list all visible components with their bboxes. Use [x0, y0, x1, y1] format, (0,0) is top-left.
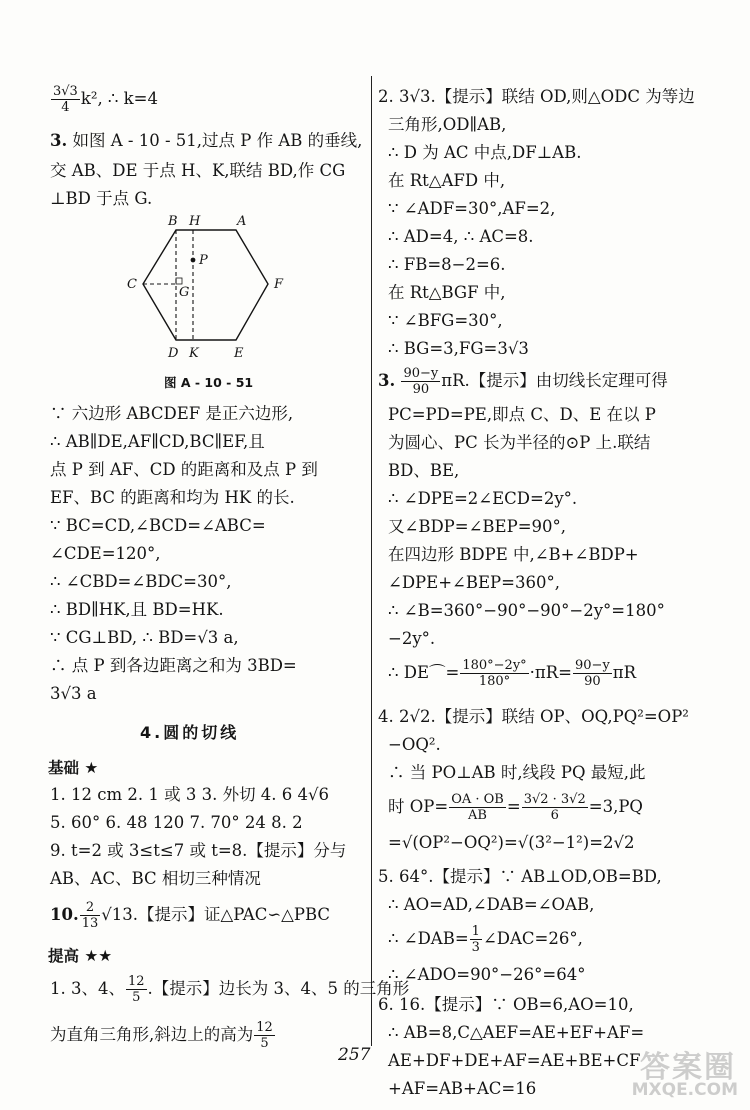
watermark-text: 答案圈: [640, 1050, 736, 1085]
answer-line: $\frac{3√3}{4}$ k², ∴ k=4: [53, 84, 158, 115]
text-line: =√(OP²−OQ²)=√(3²−1²)=2√2: [388, 833, 635, 852]
text-line: AE+DF+DE+AF=AE+BE+CF: [388, 1051, 641, 1070]
text-line: ∴ AB∥DE,AF∥CD,BC∥EF,且: [50, 432, 265, 451]
text-line: −2y°.: [388, 629, 436, 648]
column-divider: [371, 76, 372, 1046]
answer-line: 5. 64°.【提示】∵ AB⊥OD,OB=BD,: [378, 867, 662, 886]
text-line: ∵ ∠ADF=30°,AF=2,: [388, 199, 556, 218]
hexagon-figure: [116, 212, 316, 372]
text-line: ⊥BD 于点 G.: [50, 189, 153, 208]
text-line: ∴ AD=4, ∴ AC=8.: [388, 227, 534, 246]
basic-label: 基础 ★: [48, 759, 99, 777]
text-line: ∴ ∠B=360°−90°−90°−2y°=180°: [388, 601, 665, 620]
text-line: ∴ 点 P 到各边距离之和为 3BD=: [50, 656, 297, 675]
text-line: +AF=AB+AC=16: [388, 1079, 537, 1098]
label-G: G: [179, 285, 190, 300]
arc-formula-line: ∴ DE⌒= $\frac{180^\circ-2y^\circ}{180^\circ}$ ·πR= $\frac{90-y}{90}$ πR: [388, 658, 637, 689]
answer-line: 为直角三角形,斜边上的高为 $\frac{12}{5}$: [50, 1020, 273, 1051]
text-line: 在 Rt△BGF 中,: [388, 283, 506, 302]
answer-line: AB、AC、BC 相切三种情况: [50, 869, 261, 888]
answer-line: 9. t=2 或 3≤t≤7 或 t=8.【提示】分与: [50, 841, 347, 860]
text-line: 点 P 到 AF、CD 的距离和及点 P 到: [50, 460, 318, 479]
answer-line: 5. 60° 6. 48 120 7. 70° 24 8. 2: [50, 813, 303, 832]
answer-line: 2. 3√3.【提示】联结 OD,则△ODC 为等边: [378, 87, 695, 106]
text-line: ∴ AO=AD,∠DAB=∠OAB,: [388, 895, 595, 914]
label-H: H: [189, 214, 201, 229]
formula-line: 时 OP= $\frac{OA \cdot OB}{AB}$ = $\frac{3√2 \cdot 3√2}{6}$ =3,PQ: [388, 792, 643, 823]
text-line: ∵ 六边形 ABCDEF 是正六边形,: [50, 404, 294, 423]
text-line: −OQ².: [388, 735, 441, 754]
text-line: ∵ BC=CD,∠BCD=∠ABC=: [50, 516, 266, 535]
figure-caption: 图 A - 10 - 51: [164, 375, 254, 390]
text-line: 在四边形 BDPE 中,∠B+∠BDP+: [388, 545, 639, 564]
text-line: 在 Rt△AFD 中,: [388, 171, 506, 190]
text-line: EF、BC 的距离和均为 HK 的长.: [50, 488, 295, 507]
page-number: 257: [338, 1045, 371, 1065]
watermark-logo: [614, 1040, 742, 1102]
text-line: 3√3 a: [50, 684, 97, 703]
text-line: ∵ ∠BFG=30°,: [388, 311, 503, 330]
text-line: 为圆心、PC 长为半径的⊙P 上.联结: [388, 433, 651, 452]
text-line: ∵ CG⊥BD, ∴ BD=√3 a,: [50, 628, 239, 647]
watermark-url: MXQE.COM: [631, 1080, 738, 1100]
text-line: BD、BE,: [388, 461, 460, 480]
answer-line: 6. 16.【提示】∵ OB=6,AO=10,: [378, 995, 634, 1014]
label-A: A: [237, 214, 247, 229]
text-line: ∴ AB=8,C△AEF=AE+EF+AF=: [388, 1023, 645, 1042]
answer-line: 10. $\frac{2}{13}$ √13.【提示】证△PAC∽△PBC: [50, 900, 331, 931]
advanced-label: 提高 ★★: [48, 947, 113, 965]
label-C: C: [127, 277, 137, 292]
section-heading: 4.圆的切线: [140, 723, 240, 742]
question-3-line: 3. 如图 A - 10 - 51,过点 P 作 AB 的垂线,: [50, 131, 363, 150]
text-line: ∴ 当 PO⊥AB 时,线段 PQ 最短,此: [388, 763, 646, 782]
text-line: PC=PD=PE,即点 C、D、E 在以 P: [388, 405, 656, 424]
text-line: ∴ ∠ADO=90°−26°=64°: [388, 965, 586, 984]
text-line: ∴ BD∥HK,且 BD=HK.: [50, 600, 224, 619]
text-line: ∠DPE+∠BEP=360°,: [388, 573, 560, 592]
text-line: ∴ ∠DPE=2∠ECD=2y°.: [388, 489, 578, 508]
label-K: K: [189, 346, 199, 361]
label-B: B: [168, 214, 178, 229]
text-line: 三角形,OD∥AB,: [388, 115, 507, 134]
label-F: F: [274, 277, 284, 292]
label-E: E: [234, 346, 244, 361]
answer-line: 3. $\frac{90-y}{90}$ πR.【提示】由切线长定理可得: [378, 366, 668, 397]
label-D: D: [168, 346, 179, 361]
text-line: ∠CDE=120°,: [50, 544, 161, 563]
text-line: ∴ D 为 AC 中点,DF⊥AB.: [388, 143, 582, 162]
text-line: 交 AB、DE 于点 H、K,联结 BD,作 CG: [50, 161, 346, 180]
text-line: 又∠BDP=∠BEP=90°,: [388, 517, 567, 536]
answer-line: 4. 2√2.【提示】联结 OP、OQ,PQ²=OP²: [378, 707, 689, 726]
label-P: P: [199, 253, 208, 268]
formula-line: ∴ ∠DAB= $\frac{1}{3}$ ∠DAC=26°,: [388, 924, 583, 955]
text-line: ∴ BG=3,FG=3√3: [388, 339, 529, 358]
answer-line: 1. 12 cm 2. 1 或 3 3. 外切 4. 6 4√6: [50, 785, 330, 804]
text-line: ∴ ∠CBD=∠BDC=30°,: [50, 572, 232, 591]
answer-line: 1. 3、4、 $\frac{12}{5}$ .【提示】边长为 3、4、5 的三角形: [50, 974, 410, 1005]
text-line: ∴ FB=8−2=6.: [388, 255, 506, 274]
